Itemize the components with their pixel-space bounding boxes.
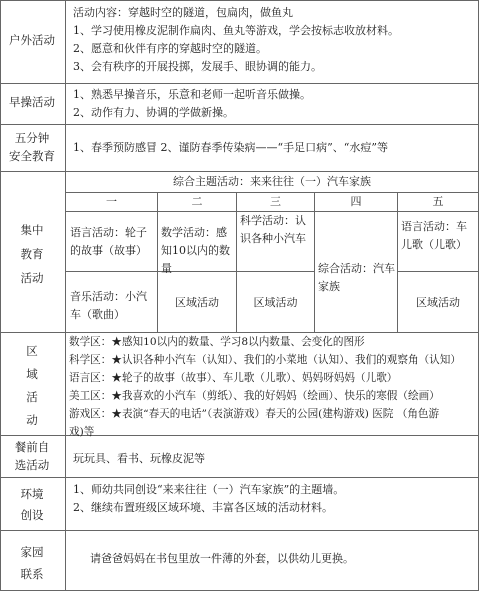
area-line: 美工区：★我喜欢的小汽车（剪纸）、我的好妈妈（绘画）、快乐的寒假（绘画） bbox=[69, 390, 440, 402]
fri-activity-1: 语言活动：车儿歌（儿歌） bbox=[401, 220, 467, 251]
safety-label bbox=[0, 129, 64, 165]
area-line: 戏)等 bbox=[69, 426, 95, 438]
pre-meal-text: 玩玩具、看书、玩橡皮泥等 bbox=[73, 452, 205, 465]
thu-activity: 综合活动：汽车家族 bbox=[318, 262, 395, 293]
environment-line: 1、师幼共同创设“来来往往（一）汽车家族”的主题墙。 bbox=[73, 483, 345, 496]
day-header-thu: 四 bbox=[350, 195, 362, 208]
home-school-label-line-1: 家园 bbox=[20, 545, 44, 559]
environment-line: 2、继续布置班级区域环境、丰富各区域的活动材料。 bbox=[73, 501, 333, 514]
outdoor-line: 活动内容：穿越时空的隧道，包扁肉，做鱼丸 bbox=[73, 6, 293, 19]
area-line: 数学区：★感知10以内的数量、学习8以内数量、会变化的图形 bbox=[69, 336, 365, 348]
areas-label-line-1: 区 bbox=[26, 344, 38, 358]
day-header-fri: 五 bbox=[432, 195, 444, 208]
areas-label bbox=[0, 340, 64, 432]
wed-activity-1: 科学活动：认识各种小汽车 bbox=[240, 214, 306, 245]
outdoor-line: 1、学习使用橡皮泥制作扁肉、鱼丸等游戏，学会按标志收放材料。 bbox=[73, 24, 399, 37]
home-school-text: 请爸爸妈妈在书包里放一件薄的外套，以供幼儿更换。 bbox=[90, 552, 354, 565]
morning-exercise-content bbox=[73, 86, 311, 122]
environment-label bbox=[0, 484, 64, 526]
mon-activity-2: 音乐活动：小汽车（歌曲） bbox=[70, 290, 147, 321]
safety-label-line-2: 安全教育 bbox=[9, 149, 55, 163]
areas-label-line-4: 动 bbox=[26, 413, 38, 427]
safety-text: 1、春季预防感冒 2、谨防春季传染病——“手足口病”、“水痘”等 bbox=[73, 141, 388, 154]
mon-activity-1: 语言活动：轮子的故事（故事） bbox=[70, 226, 147, 257]
group-education-label bbox=[0, 218, 64, 290]
group-label-line-3: 活动 bbox=[20, 271, 44, 285]
pre-meal-label bbox=[0, 438, 64, 474]
environment-content bbox=[73, 481, 344, 517]
area-line: 游戏区：★表演“春天的电话”（表演游戏）春天的公园(建构游戏) 医院 （角色游 bbox=[69, 408, 440, 420]
theme-title: 综合主题活动：来来往往（一）汽车家族 bbox=[173, 175, 371, 188]
pre-meal-label-line-1: 餐前自 bbox=[14, 440, 50, 454]
environment-label-line-2: 创设 bbox=[20, 508, 44, 522]
morning-exercise-label: 早操活动 bbox=[9, 95, 55, 109]
group-label-line-2: 教育 bbox=[20, 247, 44, 261]
areas-content bbox=[69, 333, 461, 441]
day-header-tue: 二 bbox=[191, 195, 203, 208]
safety-label-line-1: 五分钟 bbox=[14, 131, 50, 145]
pre-meal-label-line-2: 选活动 bbox=[14, 458, 50, 472]
wed-activity-2: 区域活动 bbox=[253, 296, 298, 309]
outdoor-content bbox=[73, 4, 399, 76]
group-label-line-1: 集中 bbox=[20, 223, 44, 237]
outdoor-label: 户外活动 bbox=[9, 33, 55, 47]
environment-label-line-1: 环境 bbox=[20, 487, 44, 501]
morning-line: 1、熟悉早操音乐，乐意和老师一起听音乐做操。 bbox=[73, 88, 311, 101]
home-school-label-line-2: 联系 bbox=[20, 567, 44, 581]
areas-label-line-2: 域 bbox=[26, 367, 38, 381]
day-header-wed: 三 bbox=[270, 195, 281, 208]
outdoor-line: 2、愿意和伙伴有序的穿越时空的隧道。 bbox=[73, 42, 267, 55]
fri-activity-2: 区域活动 bbox=[416, 296, 460, 309]
area-line: 语言区：★轮子的故事（故事）、车儿歌（儿歌）、妈妈呀妈妈（儿歌） bbox=[69, 372, 398, 384]
tue-activity-2: 区域活动 bbox=[175, 296, 219, 309]
tue-activity-1: 数学活动：感知10以内的数量 bbox=[161, 226, 230, 275]
home-school-label bbox=[0, 541, 64, 585]
morning-line: 2、动作有力、协调的学做新操。 bbox=[73, 106, 234, 119]
areas-label-line-3: 活 bbox=[26, 390, 38, 404]
area-line: 科学区：★认识各种小汽车（认知）、我们的小菜地（认知）、我们的观察角（认知） bbox=[69, 354, 461, 366]
outdoor-line: 3、会有秩序的开展投掷，发展手、眼协调的能力。 bbox=[73, 60, 322, 73]
day-header-mon: 一 bbox=[106, 195, 117, 208]
